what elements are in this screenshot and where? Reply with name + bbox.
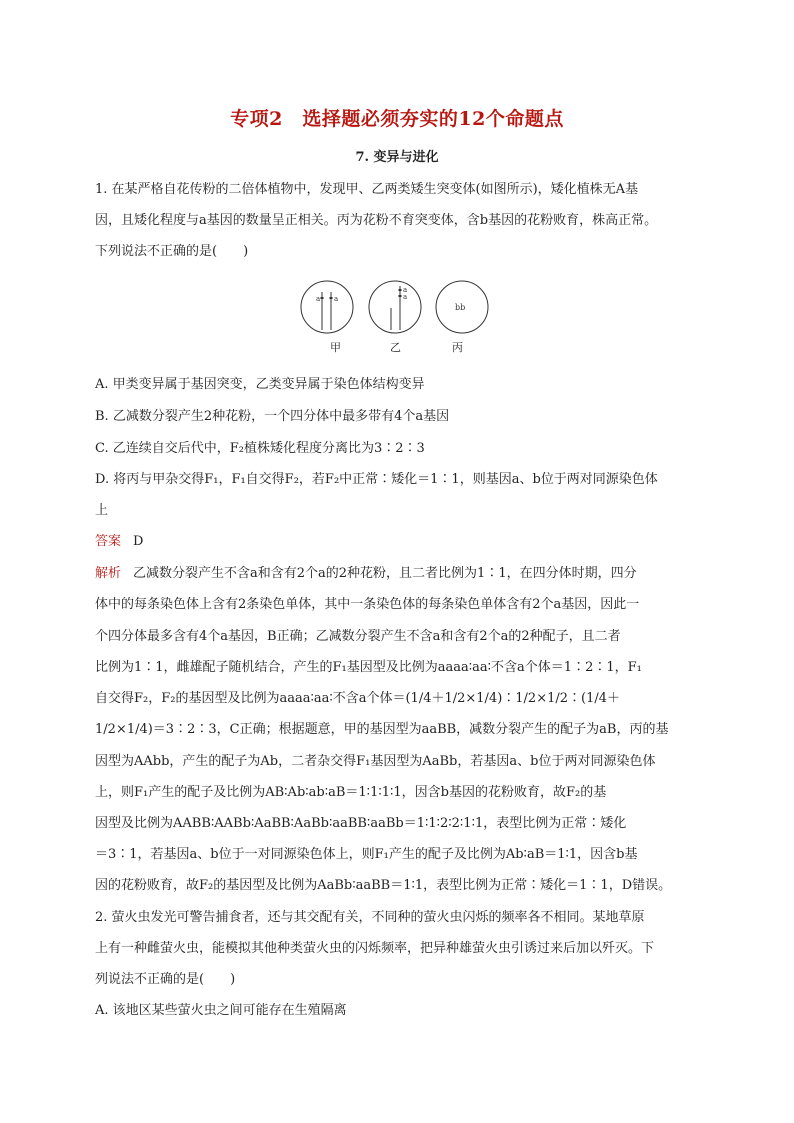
q2-stem-line: 2. 萤火虫发光可警告捕食者，还与其交配有关，不同种的萤火虫闪烁的频率各不相同。某地草原 (95, 910, 645, 925)
analysis-line: 因型为AAbb，产生的配子为Ab，二者杂交得F₁基因型为AaBb，若基因a、b位于两对同源染色体 (95, 754, 656, 769)
q1-option-d-cont: 上 (95, 503, 109, 518)
gene-mark (330, 297, 333, 299)
figure-label-yi: 乙 (390, 341, 401, 354)
answer-label: 答案 (95, 534, 122, 549)
q2-option-a: A. 该地区某些萤火虫之间可能存在生殖隔离 (95, 1003, 347, 1018)
q1-option-b: B. 乙减数分裂产生2种花粉，一个四分体中最多带有4个a基因 (95, 409, 450, 424)
section-subtitle: 7. 变异与进化 (355, 150, 439, 165)
gene-mark (399, 295, 402, 297)
analysis-label: 解析 (95, 566, 122, 581)
q1-stem-line: 因，且矮化程度与a基因的数量呈正相关。丙为花粉不育突变体，含b基因的花粉败育，株高正常。 (95, 213, 658, 228)
figure-label-jia: 甲 (330, 341, 341, 354)
analysis-line: ＝3∶1，若基因a、b位于一对同源染色体上，则F₁产生的配子及比例为Ab∶aB＝1∶1，因含b基 (95, 847, 638, 862)
gene-label: a (334, 295, 339, 303)
analysis-line: 上，则F₁产生的配子及比例为AB∶Ab∶ab∶aB＝1∶1∶1∶1，因含b基因的花粉败育，故F₂的基 (95, 785, 607, 800)
gene-label: a (316, 295, 321, 303)
gene-label: bb (455, 303, 466, 312)
analysis-line: 因的花粉败育，故F₂的基因型及比例为AaBb∶aaBB＝1∶1，表型比例为正常∶矮化＝1∶1，D错误。 (95, 878, 672, 893)
q1-stem-line: 下列说法不正确的是( ) (95, 244, 249, 259)
analysis-text: 乙减数分裂产生不含a和含有2个a的2种花粉，且二者比例为1∶1，在四分体时期，四分 (133, 566, 637, 581)
q2-stem-line: 上有一种雌萤火虫，能模拟其他种类萤火虫的闪烁频率，把异种雄萤火虫引诱过来后加以歼灭。下 (95, 941, 655, 956)
answer-line (95, 530, 705, 549)
gene-mark (399, 289, 402, 291)
q1-option-a: A. 甲类变异属于基因突变，乙类变异属于染色体结构变异 (95, 377, 425, 392)
analysis-line: 个四分体最多含有4个a基因，B正确；乙减数分裂产生不含a和含有2个a的2种配子，且二者 (95, 629, 621, 644)
cell-jia (301, 281, 353, 333)
analysis-line: 因型及比例为AABB∶AABb∶AaBB∶AaBb∶aaBB∶aaBb＝1∶1∶2∶2∶1∶1，表型比例为正常∶矮化 (95, 816, 627, 831)
gene-label: a (403, 293, 408, 301)
gene-mark (321, 297, 324, 299)
q1-option-c: C. 乙连续自交后代中，F₂植株矮化程度分离比为3∶2∶3 (95, 441, 425, 456)
analysis-line (95, 562, 705, 581)
q1-option-d: D. 将丙与甲杂交得F₁，F₁自交得F₂，若F₂中正常∶矮化＝1∶1，则基因a、b位于两对同源染色体 (95, 472, 658, 487)
answer-value: D (133, 534, 144, 549)
analysis-line: 比例为1∶1，雌雄配子随机结合，产生的F₁基因型及比例为aaaa∶aa∶不含a个体＝1∶2∶1，F₁ (95, 660, 642, 675)
analysis-line: 自交得F₂，F₂的基因型及比例为aaaa∶aa∶不含a个体＝(1/4＋1/2×1/4)∶1/2×1/2∶(1/4＋ (95, 691, 621, 706)
gene-label: a (403, 286, 408, 294)
cell-yi (369, 281, 421, 333)
q2-stem-line: 列说法不正确的是( ) (95, 972, 236, 987)
q1-stem-line: 1. 在某严格自花传粉的二倍体植物中，发现甲、乙两类矮生突变体(如图所示)，矮化植株无A基 (95, 182, 639, 197)
figure-label-bing: 丙 (452, 341, 463, 354)
analysis-line: 1/2×1/4)＝3∶2∶3，C正确；根据题意，甲的基因型为aaBB，减数分裂产生的配子为aB，丙的基 (95, 722, 669, 737)
page-title: 专项2 选择题必须夯实的12个命题点 (230, 108, 564, 130)
analysis-line: 体中的每条染色体上含有2条染色单体，其中一条染色体的每条染色单体含有2个a基因，因此一 (95, 597, 640, 612)
